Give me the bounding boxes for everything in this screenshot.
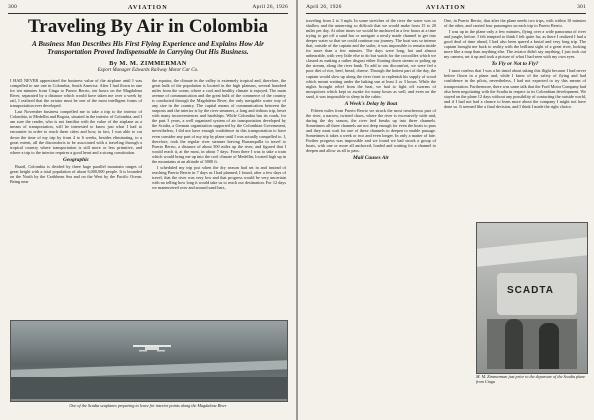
paragraph: Fifteen miles from Puerto Berrio we struck the most treacherous part of the river, a narrow, twisted chaos, where the river is excessively wide and, during the dry season, the river bed breaks up into three channels. Sometimes all three channels are not deep enough for even the boats to pass and they must wait for one of these channels to deepen to enable passage. Sometimes it takes a week or two and even longer. In only a matter of fate. Further progress was impossible and we found we had struck a group of boats, with one or more all anchored, loaded and waiting for a channel to deepen and allow us all to pass.	[306, 107, 436, 154]
river-bank	[10, 377, 288, 399]
left-photo-caption: One of the Scadta seaplanes preparing to leave for interior points along the Magdalena River	[69, 403, 227, 408]
right-column-1	[306, 18, 436, 412]
right-masthead: AVIATION	[426, 4, 466, 11]
right-page-number: 301	[577, 4, 586, 10]
left-column-1	[10, 78, 142, 316]
section-heading: Mail Causes Air	[352, 155, 390, 162]
person-silhouette	[539, 323, 559, 369]
left-running-head	[8, 4, 288, 14]
aviator-photo	[476, 222, 588, 374]
author-affiliation: Export Manager Edwards Railway Motor Car Co.	[97, 68, 199, 73]
paragraph: I was up in the plane only a few minutes, flying over a wide panorama of river and jungle, before. I felt tempted to think I felt quite far, as there I realized I had a good deal of time ahead, I had also been spared a brutal and very long trip. The captain brought me back to reality with the brilliant sight of a great river, looking more like a map than anything else. The aviator didn't say anything, I just took out my camera, set it up and took a picture of what I had seen with my own eyes.	[444, 29, 586, 60]
paragraph: I must confess that I was a bit timid about taking this flight because I had never before flown in a plane and, while I knew of the safety of flying and had confidence in the pilots, nevertheless, I had not expected to try this means of transportation. Furthermore, there was some talk that the Ford Motor Company had also been negotiating with the Scadta in respect to its Colombian development. We stayed on the plane 12 days without any possibility of contacting the outside world, and if I had not had a chance to learn more about the company I might not have done so. It seemed like a final decision, and I think I made the right choice.	[444, 68, 586, 109]
paragraph: Last November business compelled me to take a trip to the interior of Colombia, to Medellin and Bogota, situated in the interior of Colombia, and I am sure the reader, who is not familiar with the value of the airplane as a means of transportation, will be interested to know just what I had to encounter in order to reach these cities and how, in fact, I was able to cut down the time of my trip by from 4 to 6 weeks, besides eliminating, to a great extent, all the discomforts to be associated with a traveling through a tropical country where transportation is still more or less primitive, and where a trip to the interior requires a good heart and a strong constitution.	[10, 109, 142, 155]
seaplane-icon	[129, 343, 175, 353]
plane-wing	[477, 237, 587, 267]
right-page	[298, 0, 594, 420]
paragraph: traveling from 2 to 3 mph. In some stretches of the river the water was so shallow and the unnerving so difficult that we would make from 15 to 20 miles per day. At other times we would be anchored in a few hours at a time trying to get off a sand bar or navigate a newly made channel to get into deeper water so that we could continue our journey. The boat was so intense that, outside of the captain and the sailor, it was impossible to remain inside for more than a few minutes. The days were long, hot and almost unbearable, with very little else to do but watch for the crocodiles which we classed as making a rather disgust either floating down stream or poling up the stream, along the river bank. To add to our discomfort, we were fed a poor diet of rice, beef, bread, cheese. Through the hottest part of the day, the captain would slow up along the river front to replenish his supply of wood which meant waiting under the baking sun at least 2 or 3 hours. While the nights brought relief from the heat, we had to fight off swarms of mosquitoes which kept us awake for many hours as well, and even on the sand, it was impossible to sleep in the cabin.	[306, 18, 436, 99]
paragraph: One, in Puerto Berrio, that after the plane needs two trips, with within 10 minutes of the other, and carried four passengers on each trip to Puerto Berrio.	[444, 18, 586, 29]
left-page	[0, 0, 296, 420]
left-date: April 26, 1926	[252, 4, 288, 10]
section-heading: To Fly or Not to Fly?	[491, 61, 539, 68]
person-silhouette	[505, 319, 523, 369]
section-heading: A Week's Delay by Boat	[344, 100, 398, 107]
right-column-2-continued	[444, 222, 472, 412]
plane-registration: SCADTA	[507, 285, 554, 296]
paragraph: Brazil, Colombia is divided by three huge parallel mountain ranges of great height with a total population of about 6,000,000 people. It is bounded on the North by the Caribbean Sea and on the West by the Pacific Ocean. Being near	[10, 163, 142, 184]
article-byline: By M. M. ZIMMERMAN	[109, 60, 187, 67]
section-heading: Geographic	[62, 156, 90, 163]
right-column-2	[444, 18, 586, 218]
left-column-2	[152, 78, 286, 316]
right-photo-caption: M. M. Zimmerman just prior to the departure of the Scadta plane from Cinga	[476, 374, 586, 384]
seaplane-photo	[10, 320, 288, 402]
article-subhead: A Business Man Describes His First Flying Experience and Explains How Air Transportation Proved Indispensable in Carrying Out His Business.	[32, 40, 264, 57]
passengers	[487, 319, 577, 369]
left-masthead: AVIATION	[128, 4, 168, 11]
paragraph: I scheduled my trip just when the dry season had set in and instead of reaching Puerto Berrio in 7 days as I had planned, I found, after a few days of travel, that the river was very low and that progress would be very uncertain with no telling how long it would take us to reach our destination. For 12 days we maneuvered over and around sand bars,	[152, 164, 286, 190]
paragraph: I HAD NEVER appreciated the business value of the airplane until I was compelled to use one in Colombia, South America. After I had flown in one for ten minutes from Cinga to Puerto Berrio, ten hours on the Magdalena River, separated by a distance which would have taken me over a week by rail, I realized that the aviator must be one of the most intelligent forms of transportation ever developed.	[10, 78, 142, 109]
right-date: April 26, 1926	[306, 4, 342, 10]
paragraph: the equator, the climate in the valley is extremely tropical and, therefore, the great bulk of the population is located in the high plateaus, several hundred miles from the ocean, where a cool and healthy climate is enjoyed. The main avenue of communication and the great bulk of the commerce of the country is conducted through the Magdalena River, the only navigable water way of any size in the country. The capital means of communication between the seaports and the interior is by the river steamers, a long and tedious trip, beset with many inconveniences and hardships. While Colombia has its roads, for the past 3 years, a well organized system of air transportation developed by the Scadta, a German organization supported by the Colombian Government, nevertheless, I did not have enough confidence in this transportation to have even consider any part of my trip by plane until I was actually compelled to. I, therefore, took the regular river steamer leaving Barranquilla to travel to Puerto Berrio, a distance of about 500 miles up the river, and figured that I would reach it, at the most, in about 7 days. From there I was to take a train which would bring me up into the cool climate of Medellin, located high up in the mountains at an altitude of 5000 ft.	[152, 78, 286, 164]
left-page-number: 300	[8, 4, 17, 10]
right-running-head	[306, 4, 586, 14]
article-headline: Traveling By Air in Colombia	[28, 16, 268, 37]
